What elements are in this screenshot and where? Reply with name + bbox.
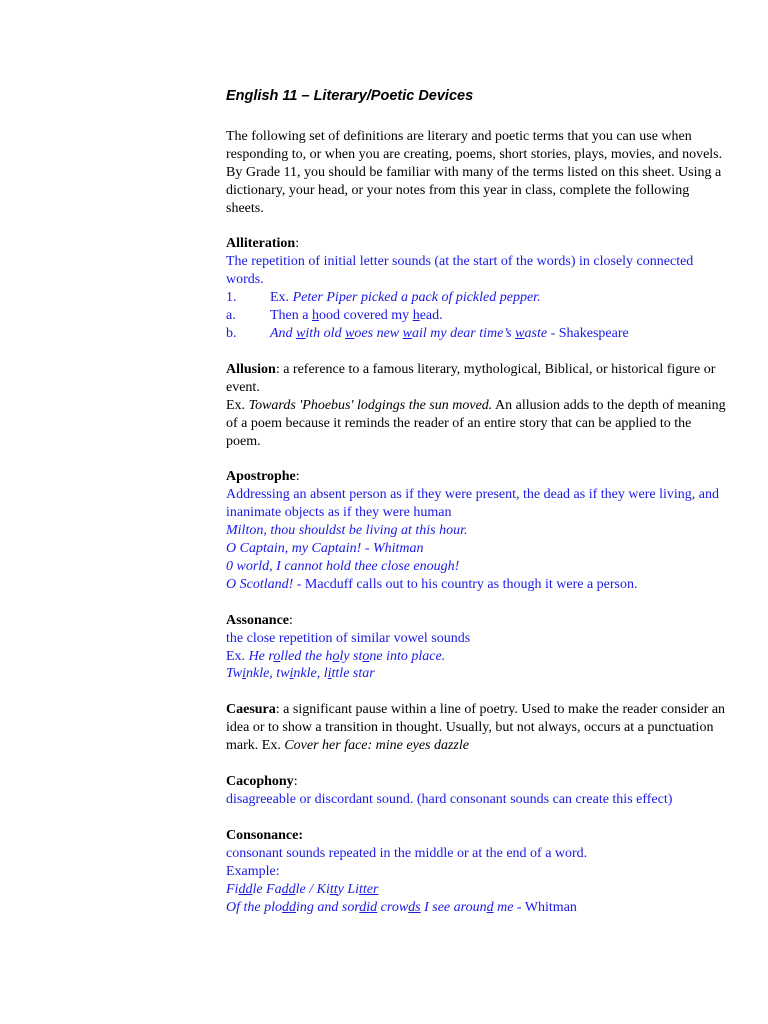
term-definition: The repetition of initial letter sounds (at the start of the words) in closely connected words. <box>226 254 694 288</box>
term-assonance: Assonance: the close repetition of similar vowel sounds Ex. He rolled the holy stone into place. Twinkle, twinkle, little star <box>226 612 726 684</box>
example-line: 1. Ex. Peter Piper picked a pack of pickled pepper. <box>226 290 541 306</box>
example-line: Of the plodding and sordid crowds I see around me - Whitman <box>226 899 577 915</box>
term-heading: Apostrophe <box>226 469 296 485</box>
example-line: Fiddle Faddle / Kitty Litter <box>226 881 379 897</box>
example-line: a. Then a hood covered my head. <box>226 308 443 324</box>
term-cacophony: Cacophony: disagreeable or discordant sound. (hard consonant sounds can create this effect) <box>226 773 726 809</box>
term-alliteration: Alliteration: The repetition of initial letter sounds (at the start of the words) in closely connected words. 1. Ex. Peter Piper picked a pack of pickled pepper. a. Then a hood covered my head. b. And with old woes new wail my dear time’s waste - Shakespeare <box>226 235 726 342</box>
term-heading: Consonance: <box>226 827 304 843</box>
example-line: 0 world, I cannot hold thee close enough! <box>226 558 460 574</box>
example-line: O Captain, my Captain! - Whitman <box>226 541 424 557</box>
term-caesura: Caesura: a significant pause within a line of poetry. Used to make the reader consider an idea or to show a transition in thought. Usually, but not always, occurs at a punctuation mark. Ex. Cover her face: mine eyes dazzle <box>226 702 726 754</box>
intro-paragraph: The following set of definitions are literary and poetic terms that you can use when responding to, or when you are creating, poems, short stories, plays, movies, and novels. By Grade 11, you should be familiar with many of the terms listed on this sheet. Using a dictionary, your head, or your notes from this year in class, complete the following sheets. <box>226 128 723 216</box>
term-definition: consonant sounds repeated in the middle or at the end of a word. <box>226 845 588 861</box>
term-allusion <box>226 361 726 451</box>
term-heading: Allusion <box>226 361 276 377</box>
example-line: b. And with old woes new wail my dear time’s waste - Shakespeare <box>226 325 629 341</box>
term-apostrophe: Apostrophe: Addressing an absent person as if they were present, the dead as if they were living, and inanimate objects as if they were human Milton, thou shouldst be living at this hour. O Captain, my Captain! - Whitman 0 world, I cannot hold thee close enough! O Scotland! - Macduff calls out to his country as though it were a person. <box>226 468 726 593</box>
example-line: Milton, thou shouldst be living at this hour. <box>226 523 468 539</box>
term-definition: the close repetition of similar vowel sounds <box>226 630 471 646</box>
term-definition: : a significant pause within a line of poetry. Used to make the reader consider an idea or to show a transition in thought. Usually, but not always, occurs at a punctuation mark. Ex. <box>226 702 726 754</box>
document-title: English 11 – Literary/Poetic Devices <box>226 88 474 104</box>
term-consonance <box>226 827 726 917</box>
term-heading: Cacophony <box>226 774 294 790</box>
term-heading: Assonance <box>226 612 290 628</box>
example-line: Ex. Towards 'Phoebus' lodgings the sun moved. An allusion adds to the depth of meaning of a poem because it reminds the reader of an entire story that can be applied to the poem. <box>226 397 726 449</box>
document-body <box>226 88 726 916</box>
example-line: O Scotland! - Macduff calls out to his country as though it were a person. <box>226 576 638 592</box>
term-definition: Addressing an absent person as if they were present, the dead as if they were living, and inanimate objects as if they were human <box>226 487 719 521</box>
example-line: Twinkle, twinkle, little star <box>226 666 375 682</box>
term-definition: : a reference to a famous literary, mythological, Biblical, or historical figure or event. <box>226 361 716 395</box>
term-heading: Caesura <box>226 702 276 718</box>
term-heading: Alliteration <box>226 236 296 252</box>
term-definition: disagreeable or discordant sound. (hard consonant sounds can create this effect) <box>226 792 673 807</box>
example-line: Ex. He rolled the holy stone into place. <box>226 648 446 664</box>
example-label: Example: <box>226 863 280 879</box>
